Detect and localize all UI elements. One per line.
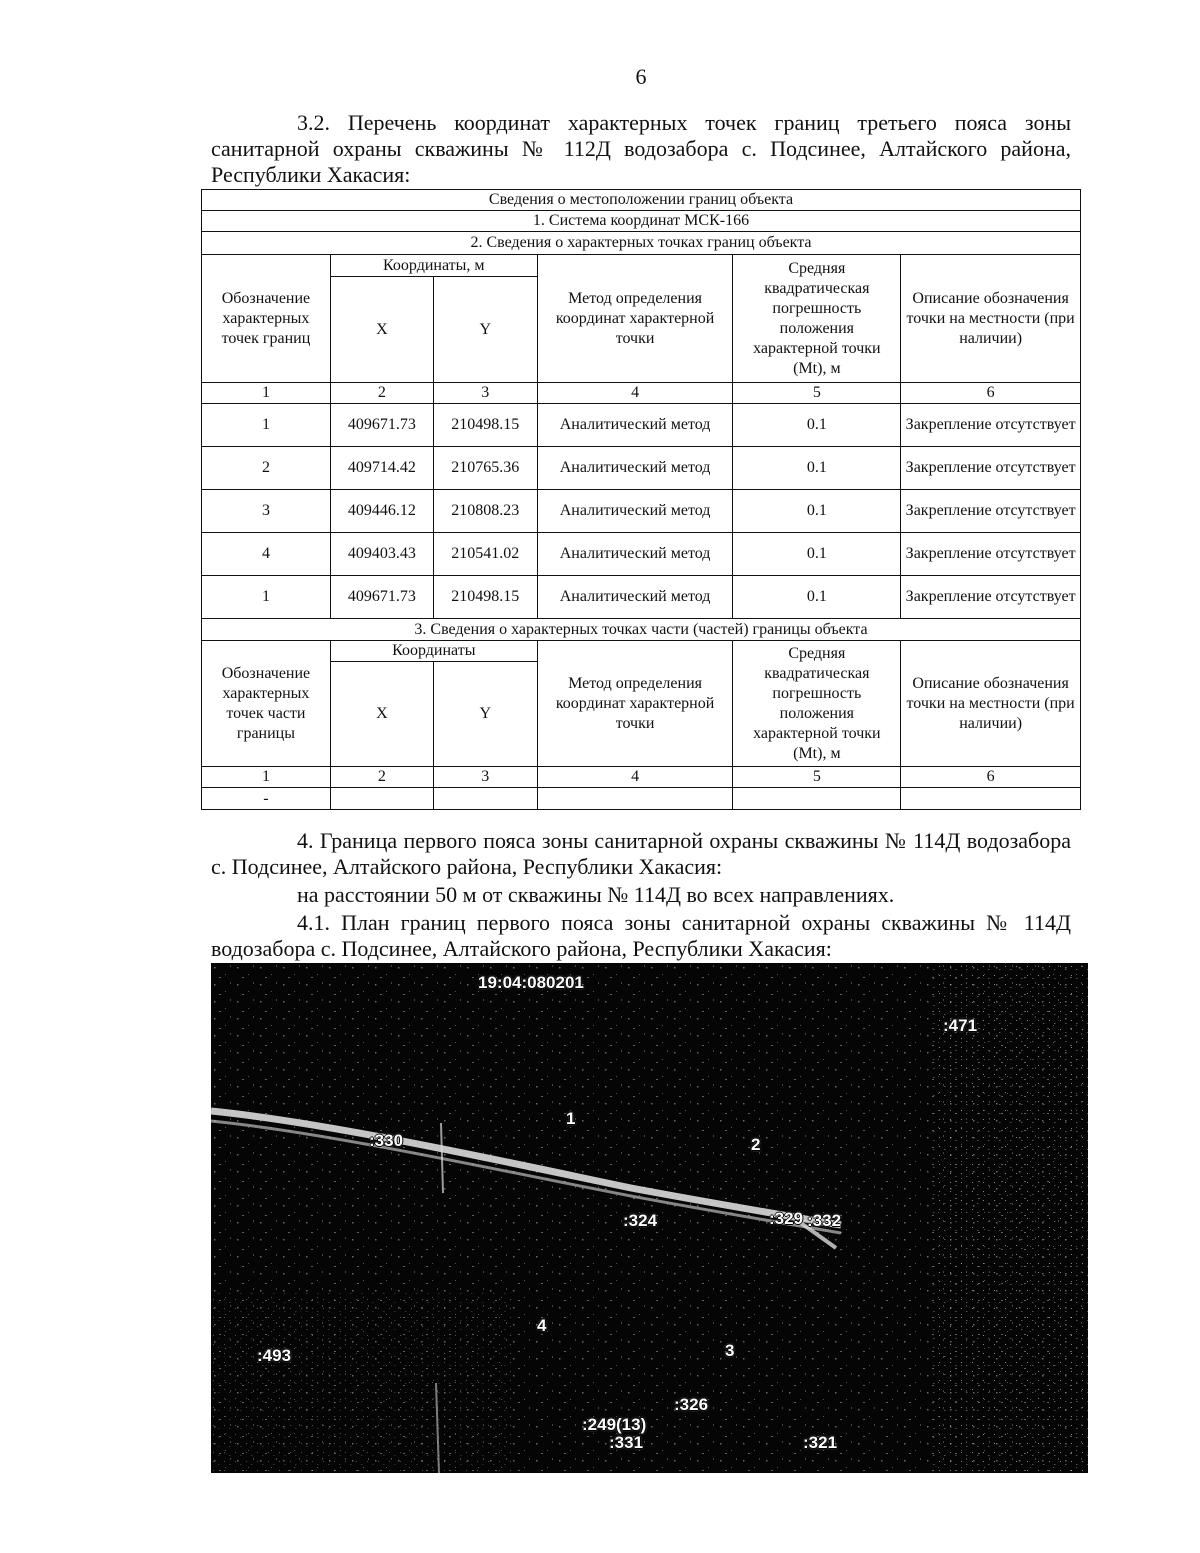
cell-x: 409671.73 bbox=[330, 576, 433, 619]
cell-method: Аналитический метод bbox=[537, 533, 733, 576]
cell-point: 3 bbox=[202, 490, 331, 533]
header3-description: Описание обозначения точки на местности (при наличии) bbox=[901, 641, 1081, 767]
header-designation: Обозначение характерных точек границ bbox=[202, 255, 331, 383]
cell-method: Аналитический метод bbox=[537, 490, 733, 533]
map-label-329: :329 bbox=[769, 1209, 804, 1228]
header3-y: Y bbox=[433, 662, 537, 767]
cell-y: 210498.15 bbox=[433, 576, 537, 619]
table-row bbox=[202, 533, 1081, 576]
table-row bbox=[202, 788, 1081, 810]
cell-y bbox=[433, 788, 537, 810]
header-x: X bbox=[330, 277, 433, 383]
col-number: 6 bbox=[901, 767, 1081, 788]
cell-y: 210765.36 bbox=[433, 447, 537, 490]
cell-method: Аналитический метод bbox=[537, 404, 733, 447]
cell-x bbox=[330, 788, 433, 810]
cell-point: 2 bbox=[202, 447, 331, 490]
map-label-249: :249(13) bbox=[582, 1415, 647, 1434]
coordinate-system: 1. Система координат МСК-166 bbox=[202, 211, 1081, 232]
page-number: 6 bbox=[635, 64, 647, 89]
map-label-326: :326 bbox=[674, 1395, 709, 1414]
cell-y: 210498.15 bbox=[433, 404, 537, 447]
map-label-330: :330 bbox=[369, 1131, 404, 1150]
header-error: Средняя квадратическая погрешность положения характерной точки (Mt), м bbox=[733, 255, 901, 383]
map-label-321: :321 bbox=[803, 1433, 838, 1452]
cell-description: Закрепление отсутствует bbox=[901, 533, 1081, 576]
header3-coords: Координаты bbox=[330, 641, 537, 662]
map-label-324: :324 bbox=[623, 1211, 658, 1230]
map-label-point-1: 1 bbox=[566, 1109, 576, 1128]
cell-error: 0.1 bbox=[733, 576, 901, 619]
map-label-point-2: 2 bbox=[751, 1135, 761, 1154]
cell-description: Закрепление отсутствует bbox=[901, 490, 1081, 533]
cell-method bbox=[537, 788, 733, 810]
section-3-2-heading: 3.2. Перечень координат характерных точек границ третьего пояса зоны санитарной охраны скважины № 112Д водозабора с. Подсинее, Алтайского района, Республики Хакасия: bbox=[211, 110, 1071, 187]
cell-x: 409671.73 bbox=[330, 404, 433, 447]
table-row bbox=[202, 447, 1081, 490]
cell-description: Закрепление отсутствует bbox=[901, 576, 1081, 619]
table-row bbox=[202, 576, 1081, 619]
header-method: Метод определения координат характерной точки bbox=[537, 255, 733, 383]
section-4-text: 4. Граница первого пояса зоны санитарной охраны скважины № 114Д водозабора с. Подсинее, Алтайского района, Республики Хакасия: bbox=[211, 828, 1071, 879]
cell-point: 4 bbox=[202, 533, 331, 576]
col-number: 1 bbox=[202, 383, 331, 404]
cell-method: Аналитический метод bbox=[537, 447, 733, 490]
section-4-distance: на расстоянии 50 м от скважины № 114Д во всех направлениях. bbox=[297, 882, 895, 907]
cell-error: 0.1 bbox=[733, 404, 901, 447]
header-y: Y bbox=[433, 277, 537, 383]
cell-description: Закрепление отсутствует bbox=[901, 447, 1081, 490]
map-label-point-4: 4 bbox=[537, 1316, 547, 1335]
cell-y: 210541.02 bbox=[433, 533, 537, 576]
map-label-331: :331 bbox=[609, 1433, 644, 1452]
header3-method: Метод определения координат характерной точки bbox=[537, 641, 733, 767]
col-number: 6 bbox=[901, 383, 1081, 404]
header3-x: X bbox=[330, 662, 433, 767]
cell-error: 0.1 bbox=[733, 447, 901, 490]
cell-x: 409446.12 bbox=[330, 490, 433, 533]
cell-y: 210808.23 bbox=[433, 490, 537, 533]
cell-error: 0.1 bbox=[733, 490, 901, 533]
cell-point: 1 bbox=[202, 404, 331, 447]
col-number: 5 bbox=[733, 383, 901, 404]
map-label-471: :471 bbox=[943, 1016, 978, 1035]
cell-point: - bbox=[202, 788, 331, 810]
col-number: 2 bbox=[330, 767, 433, 788]
section-2-heading: 2. Сведения о характерных точках границ объекта bbox=[202, 232, 1081, 255]
cell-description: Закрепление отсутствует bbox=[901, 404, 1081, 447]
header3-error: Средняя квадратическая погрешность положения характерной точки (Mt), м bbox=[733, 641, 901, 767]
section-3-heading: 3. Сведения о характерных точках части (частей) границы объекта bbox=[202, 619, 1081, 641]
header-description: Описание обозначения точки на местности (при наличии) bbox=[901, 255, 1081, 383]
map-label-332: :332 bbox=[807, 1211, 842, 1230]
cell-error: 0.1 bbox=[733, 533, 901, 576]
header-coords: Координаты, м bbox=[330, 255, 537, 277]
col-number: 5 bbox=[733, 767, 901, 788]
col-number: 4 bbox=[537, 383, 733, 404]
col-number: 2 bbox=[330, 383, 433, 404]
col-number: 3 bbox=[433, 383, 537, 404]
col-number: 1 bbox=[202, 767, 331, 788]
cell-x: 409403.43 bbox=[330, 533, 433, 576]
cell-method: Аналитический метод bbox=[537, 576, 733, 619]
header3-designation: Обозначение характерных точек части границы bbox=[202, 641, 331, 767]
col-number: 4 bbox=[537, 767, 733, 788]
cell-x: 409714.42 bbox=[330, 447, 433, 490]
section-4-1-text: 4.1. План границ первого пояса зоны санитарной охраны скважины № 114Д водозабора с. Подсинее, Алтайского района, Республики Хакасия: bbox=[211, 910, 1071, 961]
table-row bbox=[202, 490, 1081, 533]
cell-error bbox=[733, 788, 901, 810]
cell-description bbox=[901, 788, 1081, 810]
map-label-quarter: 19:04:080201 bbox=[478, 973, 584, 992]
col-number: 3 bbox=[433, 767, 537, 788]
cell-point: 1 bbox=[202, 576, 331, 619]
map-label-point-3: 3 bbox=[725, 1341, 735, 1360]
map-label-493: :493 bbox=[257, 1346, 292, 1365]
coordinates-table bbox=[201, 189, 1081, 810]
table-title: Сведения о местоположении границ объекта bbox=[202, 190, 1081, 211]
table-row bbox=[202, 404, 1081, 447]
cadastral-map bbox=[211, 963, 1088, 1473]
